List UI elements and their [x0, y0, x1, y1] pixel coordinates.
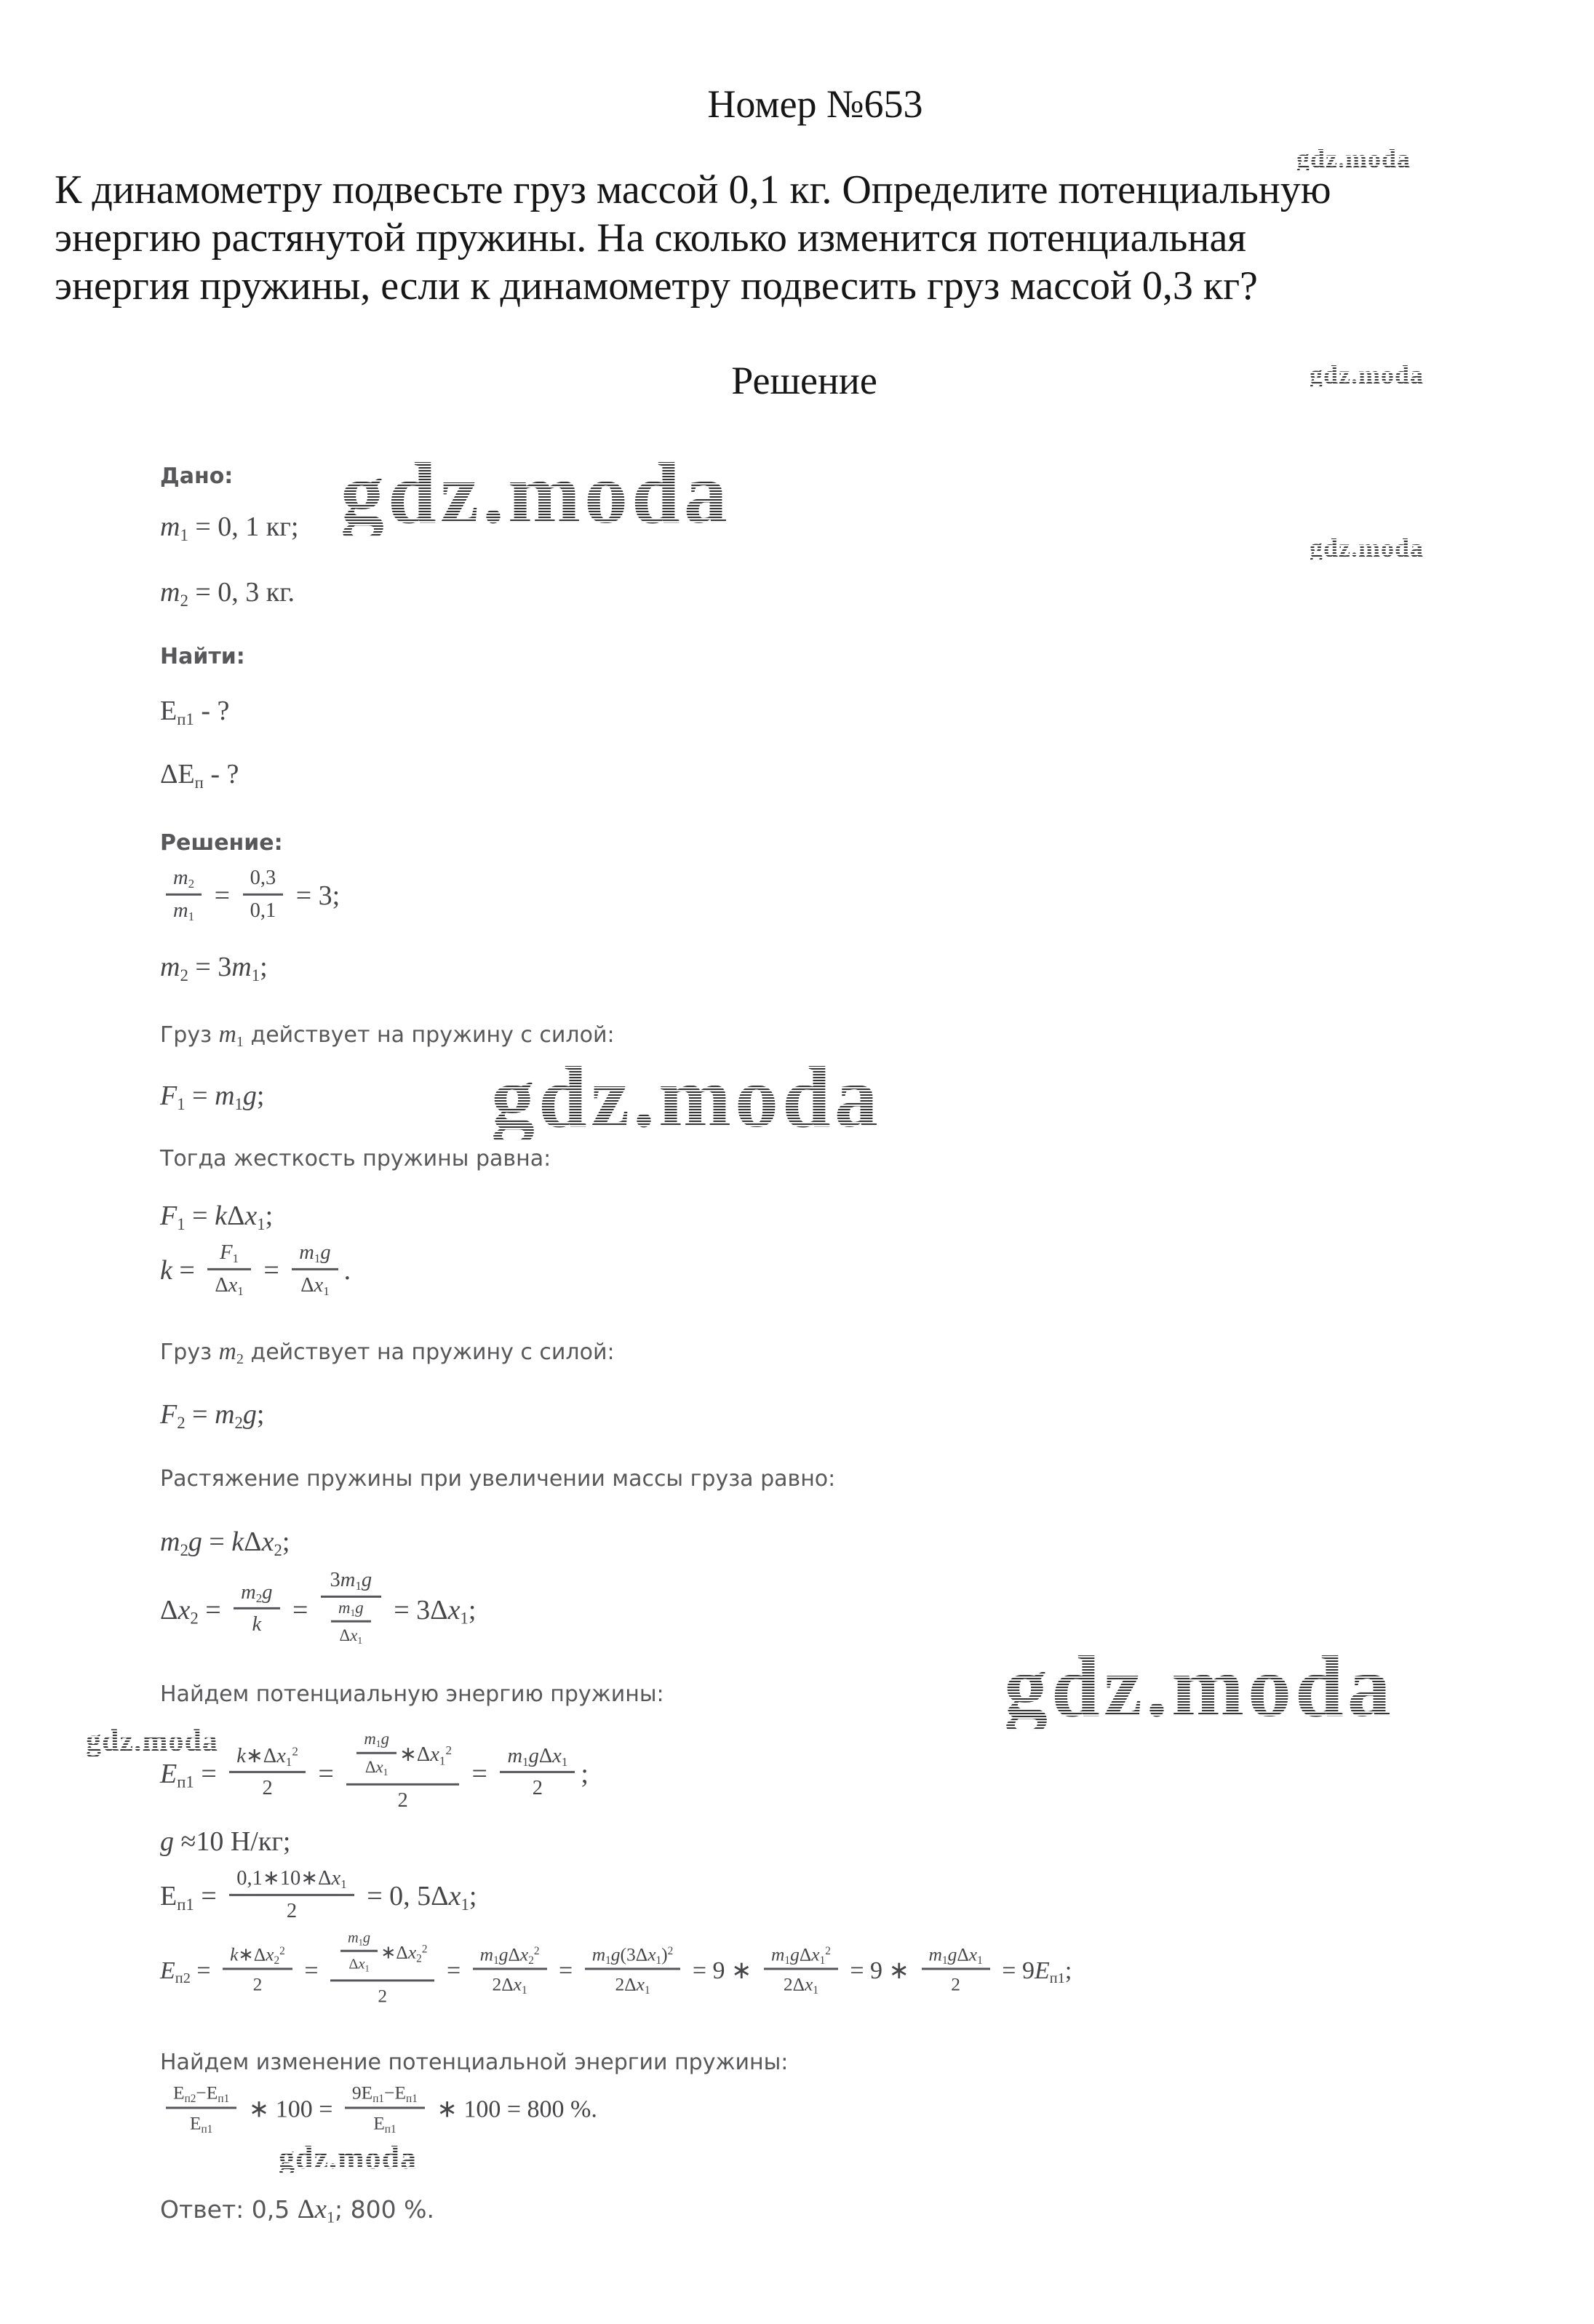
- answer-line: Ответ: 0,5 $\Delta x_1$; 800 %.: [160, 2194, 434, 2226]
- formula-mass-ratio: $\frac{m_2}{m_1}$ = $\frac{0,3}{0,1}$ = 3;: [160, 872, 340, 925]
- formula-m1-given: $m_1 = 0$, 1 кг;: [160, 512, 299, 544]
- problem-line: К динамометру подвесьте груз массой 0,1 кг. Определите потенциальную: [55, 167, 1331, 212]
- given-label: Дано:: [160, 463, 234, 489]
- watermark-gdzmoda: gdz.moda: [1310, 533, 1424, 562]
- problem-statement: [55, 166, 1473, 310]
- text-find-change: Найдем изменение потенциальной энергии пружины:: [160, 2050, 789, 2075]
- watermark-gdzmoda: gdz.moda: [1310, 360, 1424, 389]
- formula-ep2: $E_{п2}$ = $\frac{k∗\Delta x_2^2}{2}$ = $\frac{m_1g}{\Delta x_1}$ $∗\Delta x_2^2$ 2 = $\frac{m_1g\Delta x_2^2}{2\Delta x_1}$ = $\frac{m_1g(3\Delta x_1)^2}{2\Delta x_1}$ = 9 ∗ $\frac{m_1g\Delta x_1^2}{2\Delta x_1}$ = 9 ∗ $\frac{m_1g\Delta x_1}{2}$ = $9E_{п1}$;: [160, 1930, 1072, 2007]
- text-force-m1: Груз $m_1$ действует на пружину с силой:: [160, 1021, 615, 1051]
- watermark-gdzmoda: gdz.moda: [340, 445, 731, 541]
- solution-heading: Решение: [731, 359, 877, 402]
- formula-m2-3m1: $m_2 = 3m_1$;: [160, 952, 268, 984]
- solution-label: Решение:: [160, 830, 283, 856]
- watermark-gdzmoda: gdz.moda: [86, 1724, 218, 1758]
- formula-percent: $\frac{E_{п2}-E_{п1}}{E_{п1}}$ ∗ 100 = $\frac{9E_{п1}-E_{п1}}{E_{п1}}$ ∗ 100 = 800 %.: [160, 2087, 597, 2136]
- text-stretch: Растяжение пружины при увеличении массы груза равно:: [160, 1466, 836, 1492]
- formula-dx2: $\Delta x_2$ = $\frac{m_2g}{k}$ = $\frac{3m_1g}{\frac{m_1g}{\Delta x_1}}$ = $3\Delta x_1$;: [160, 1568, 477, 1647]
- text-stiffness: Тогда жесткость пружины равна:: [160, 1146, 551, 1171]
- formula-f2: $F_2 = m_2g$;: [160, 1399, 265, 1432]
- problem-line: энергия пружины, если к динамометру подвесить груз массой 0,3 кг?: [55, 263, 1258, 309]
- formula-find-ep1: $E_{п1}$ - ?: [160, 696, 230, 728]
- page-title: Номер №653: [707, 82, 923, 126]
- formula-m2g: $m_2g = k\Delta x_2$;: [160, 1527, 290, 1559]
- formula-m2-given: $m_2 = 0$, 3 кг.: [160, 577, 295, 610]
- watermark-gdzmoda: gdz.moda: [1004, 1638, 1395, 1735]
- formula-find-dep: $\Delta E_п$ - ?: [160, 759, 239, 792]
- watermark-gdzmoda: gdz.moda: [1296, 144, 1411, 173]
- formula-ep1-num: $E_{п1}$ = $\frac{0,1∗10∗\Delta x_1}{2}$ = 0, $5\Delta x_1$;: [160, 1866, 477, 1922]
- text-find-pe: Найдем потенциальную энергию пружины:: [160, 1682, 664, 1707]
- formula-ep1: $E_{п1}$ = $\frac{k∗\Delta x_1^2}{2}$ = $\frac{m_1g}{\Delta x_1}$ $∗\Delta x_1^2$ 2 = $\frac{m_1g\Delta x_1}{2}$ ;: [160, 1729, 589, 1812]
- watermark-gdzmoda: gdz.moda: [491, 1048, 882, 1145]
- formula-k: k = $\frac{F_1}{\Delta x_1}$ = $\frac{m_1g}{\Delta x_1}$ .: [160, 1241, 351, 1298]
- text-force-m2: Груз $m_2$ действует на пружину с силой:: [160, 1338, 615, 1368]
- formula-f1-hooke: $F_1 = k\Delta x_1$;: [160, 1201, 274, 1233]
- find-label: Найти:: [160, 644, 245, 669]
- formula-f1: $F_1 = m_1g$;: [160, 1081, 265, 1113]
- watermark-gdzmoda: gdz.moda: [279, 2140, 418, 2176]
- problem-line: энергию растянутой пружины. На сколько изменится потенциальная: [55, 215, 1247, 260]
- formula-g-value: g ≈10 Н/кг;: [160, 1826, 291, 1857]
